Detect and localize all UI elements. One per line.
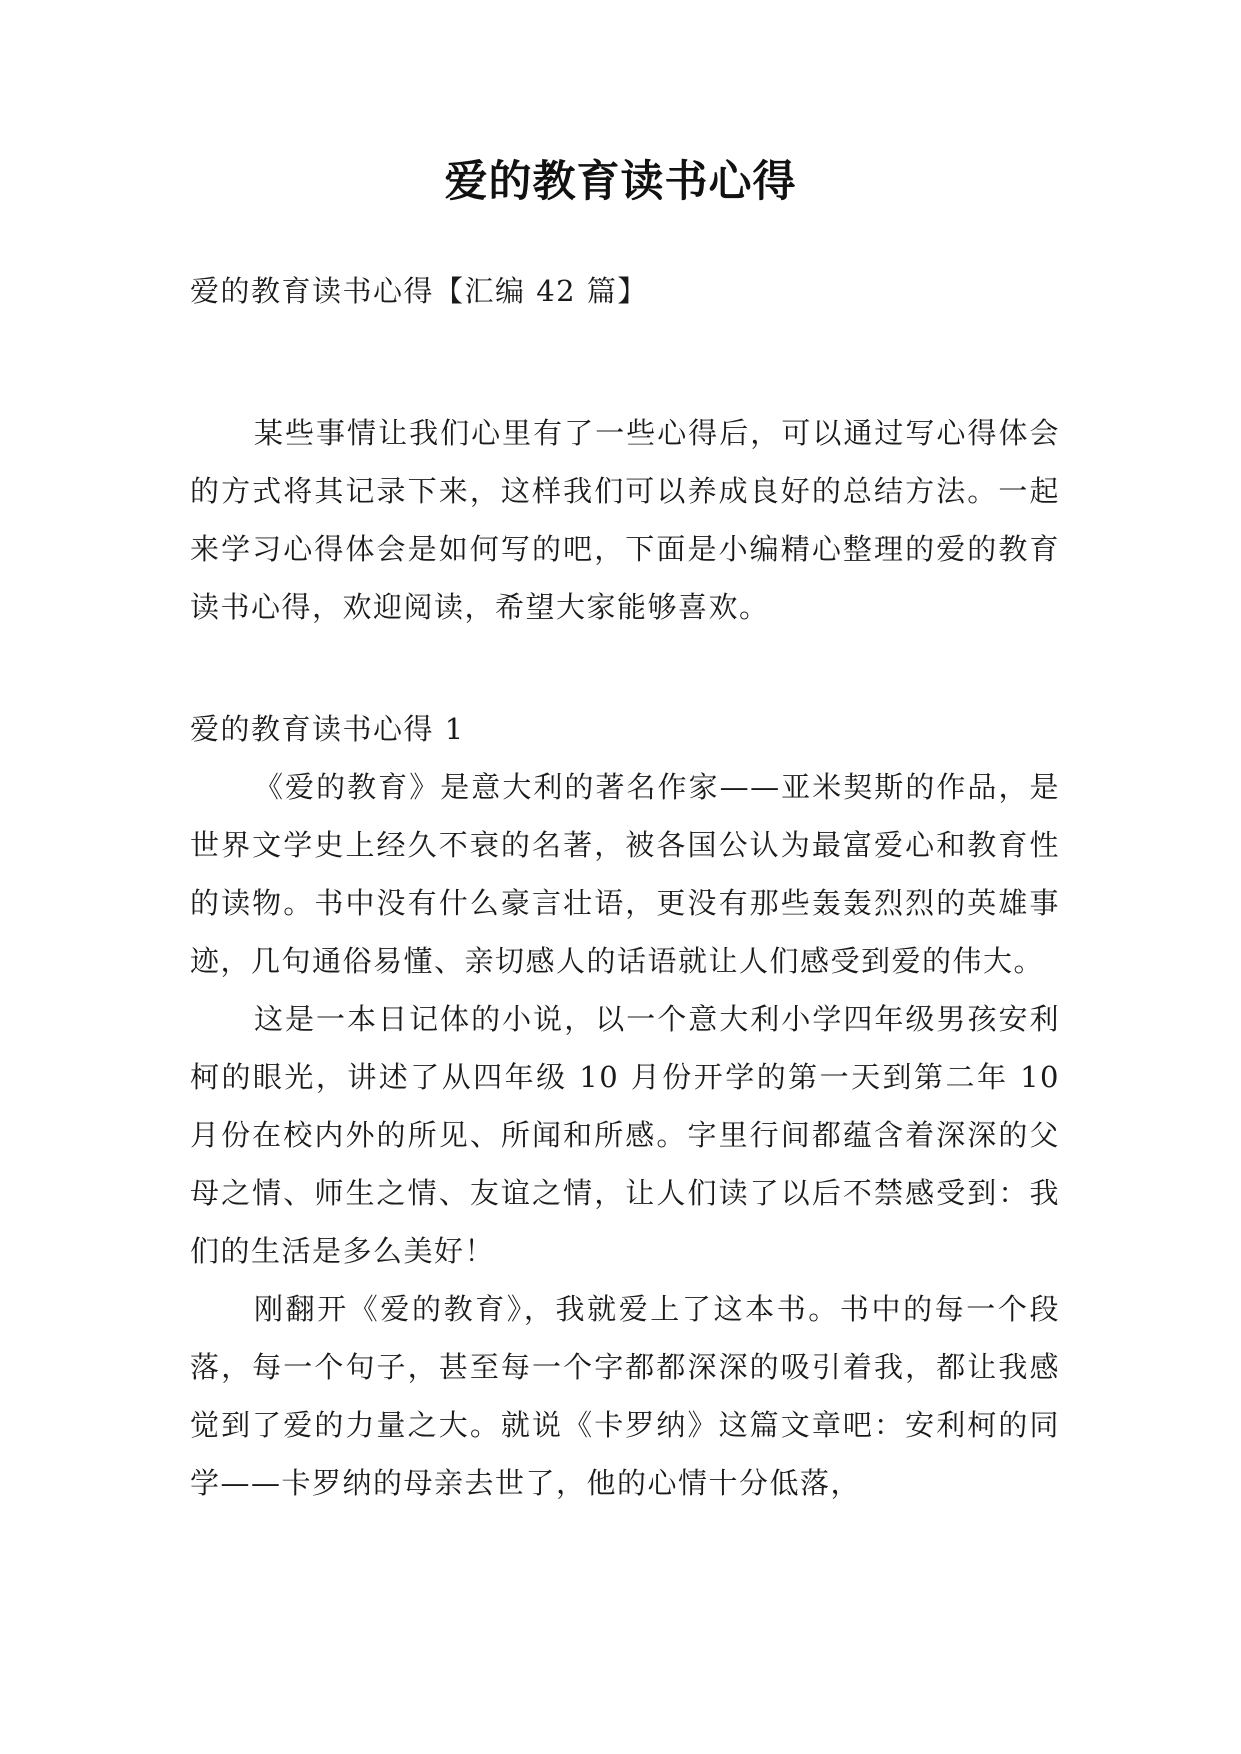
document-title: 爱的教育读书心得 [444, 157, 797, 207]
document-subtitle: 爱的教育读书心得【汇编 42 篇】 [190, 274, 648, 308]
intro-paragraph: 某些事情让我们心里有了一些心得后，可以通过写心得体会的方式将其记录下来，这样我们可以养成良好的总结方法。一起来学习心得体会是如何写的吧，下面是小编精心整理的爱的教育读书心得，欢迎阅读，希望大家能够喜欢。 [190, 416, 1060, 624]
section-paragraph: 刚翻开《爱的教育》，我就爱上了这本书。书中的每一个段落，每一个句子，甚至每一个字都都深深的吸引着我，都让我感觉到了爱的力量之大。就说《卡罗纳》这篇文章吧：安利柯的同学——卡罗纳的母亲去世了，他的心情十分低落， [190, 1292, 1060, 1500]
section-heading: 爱的教育读书心得 1 [190, 712, 465, 746]
section-paragraph: 《爱的教育》是意大利的著名作家——亚米契斯的作品，是世界文学史上经久不衰的名著，被各国公认为最富爱心和教育性的读物。书中没有什么豪言壮语，更没有那些轰轰烈烈的英雄事迹，几句通俗易懂、亲切感人的话语就让人们感受到爱的伟大。 [190, 770, 1060, 978]
section-body [190, 758, 1060, 1512]
section-paragraph: 这是一本日记体的小说，以一个意大利小学四年级男孩安利柯的眼光，讲述了从四年级 10 月份开学的第一天到第二年 10 月份在校内外的所见、所闻和所感。字里行间都蕴含着深深的父母之情、师生之情、友谊之情，让人们读了以后不禁感受到：我们的生活是多么美好！ [190, 1002, 1060, 1268]
